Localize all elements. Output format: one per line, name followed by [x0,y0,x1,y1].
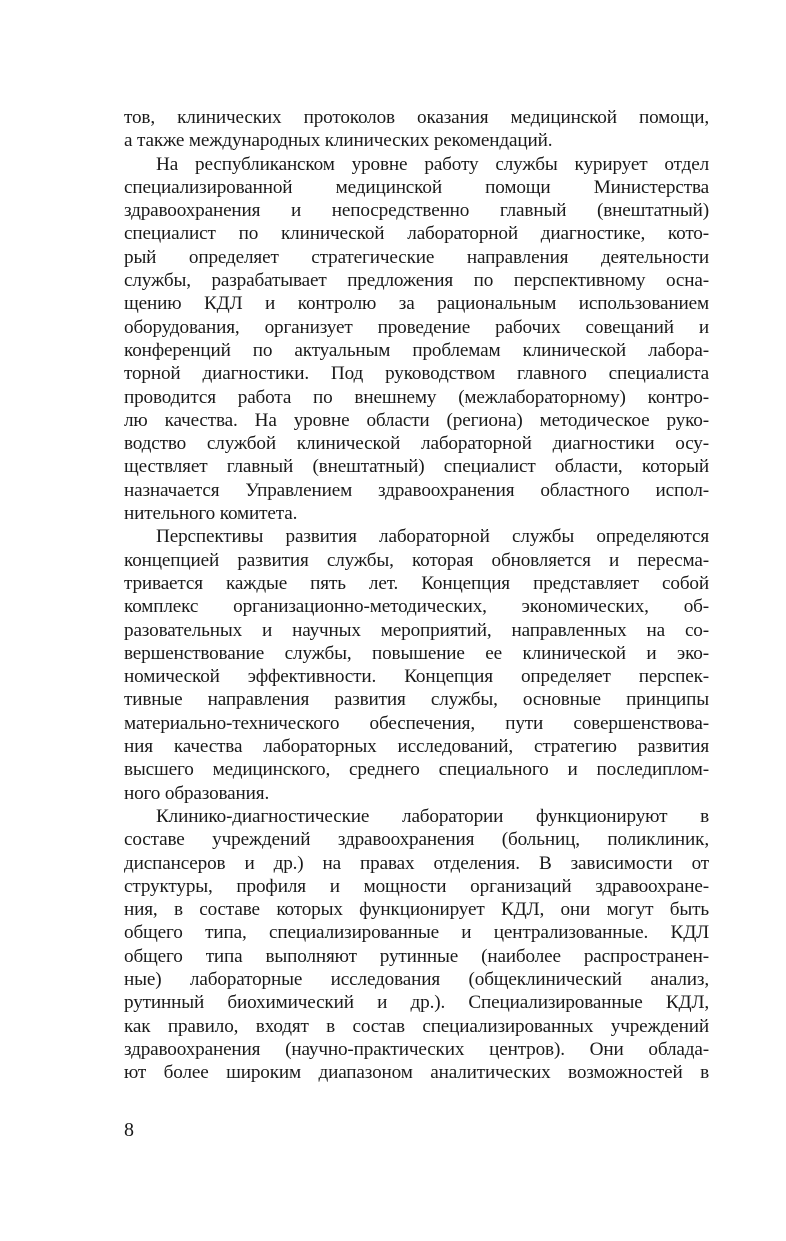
text-line: нительного комитета. [124,503,298,525]
text-line: диспансеров и др.) на правах отделения. В зависимости от [124,852,709,874]
text-line: вершенствование службы, повышение ее клинической и эко- [124,642,709,664]
page-body [124,106,709,1084]
text-line: общего типа выполняют рутинные (наиболее распространен- [124,945,709,967]
paragraph-1 [124,106,709,153]
text-line: службы, разрабатывает предложения по перспективному осна- [124,270,709,292]
text-line: комплекс организационно-методических, экономических, об- [124,596,709,618]
text-line: Клинико-диагностические лаборатории функционируют в [156,805,709,827]
text-line: Перспективы развития лабораторной службы определяются [156,526,709,548]
text-line: специалист по клинической лабораторной диагностике, кото- [124,223,709,245]
text-line: рутинный биохимический и др.). Специализированные КДЛ, [124,992,709,1014]
text-line: торной диагностики. Под руководством главного специалиста [124,363,709,385]
text-line: общего типа, специализированные и централизованные. КДЛ [124,922,709,944]
text-line: проводится работа по внешнему (межлабораторному) контро- [124,386,709,408]
paragraph-3 [124,525,709,805]
text-line: оборудования, организует проведение рабочих совещаний и [124,316,709,338]
text-line: структуры, профиля и мощности организаций здравоохране- [124,875,709,897]
text-line: номической эффективности. Концепция определяет перспек- [124,666,709,688]
text-line: специализированной медицинской помощи Министерства [124,176,709,198]
text-line: а также международных клинических рекомендаций. [124,130,553,152]
text-line: ния качества лабораторных исследований, стратегию развития [124,736,709,758]
text-line: здравоохранения (научно-практических центров). Они облада- [124,1038,709,1060]
text-line: водство службой клинической лабораторной диагностики осу- [124,433,709,455]
text-line: высшего медицинского, среднего специального и последиплом- [124,759,709,781]
text-line: тивные направления развития службы, основные принципы [124,689,709,711]
text-line: рый определяет стратегические направления деятельности [124,246,709,268]
text-line: лю качества. На уровне области (региона) методическое руко- [124,409,709,431]
paragraph-2 [124,153,709,526]
page-number: 8 [124,1119,134,1141]
text-line: ществляет главный (внештатный) специалист области, который [124,456,709,478]
text-line: конференций по актуальным проблемам клинической лабора- [124,339,709,361]
text-line: щению КДЛ и контролю за рациональным использованием [124,293,709,315]
text-line: материально-технического обеспечения, пути совершенствова- [124,712,709,734]
text-line: тов, клинических протоколов оказания медицинской помощи, [124,107,709,128]
paragraph-4 [124,805,709,1085]
text-line: концепцией развития службы, которая обновляется и пересма- [124,549,709,571]
text-line: здравоохранения и непосредственно главный (внештатный) [124,200,709,222]
text-line: ного образования. [124,782,270,804]
text-line: ные) лабораторные исследования (общеклинический анализ, [124,968,709,990]
text-line: На республиканском уровне работу службы курирует отдел [156,153,709,175]
text-line: ния, в составе которых функционирует КДЛ, они могут быть [124,899,709,921]
text-line: как правило, входят в состав специализированных учреждений [124,1015,709,1037]
text-line: ют более широким диапазоном аналитических возможностей в [124,1062,709,1084]
text-line: составе учреждений здравоохранения (больниц, поликлиник, [124,829,709,851]
text-line: тривается каждые пять лет. Концепция представляет собой [124,572,709,594]
text-line: разовательных и научных мероприятий, направленных на со- [124,619,709,641]
text-line: назначается Управлением здравоохранения областного испол- [124,479,709,501]
